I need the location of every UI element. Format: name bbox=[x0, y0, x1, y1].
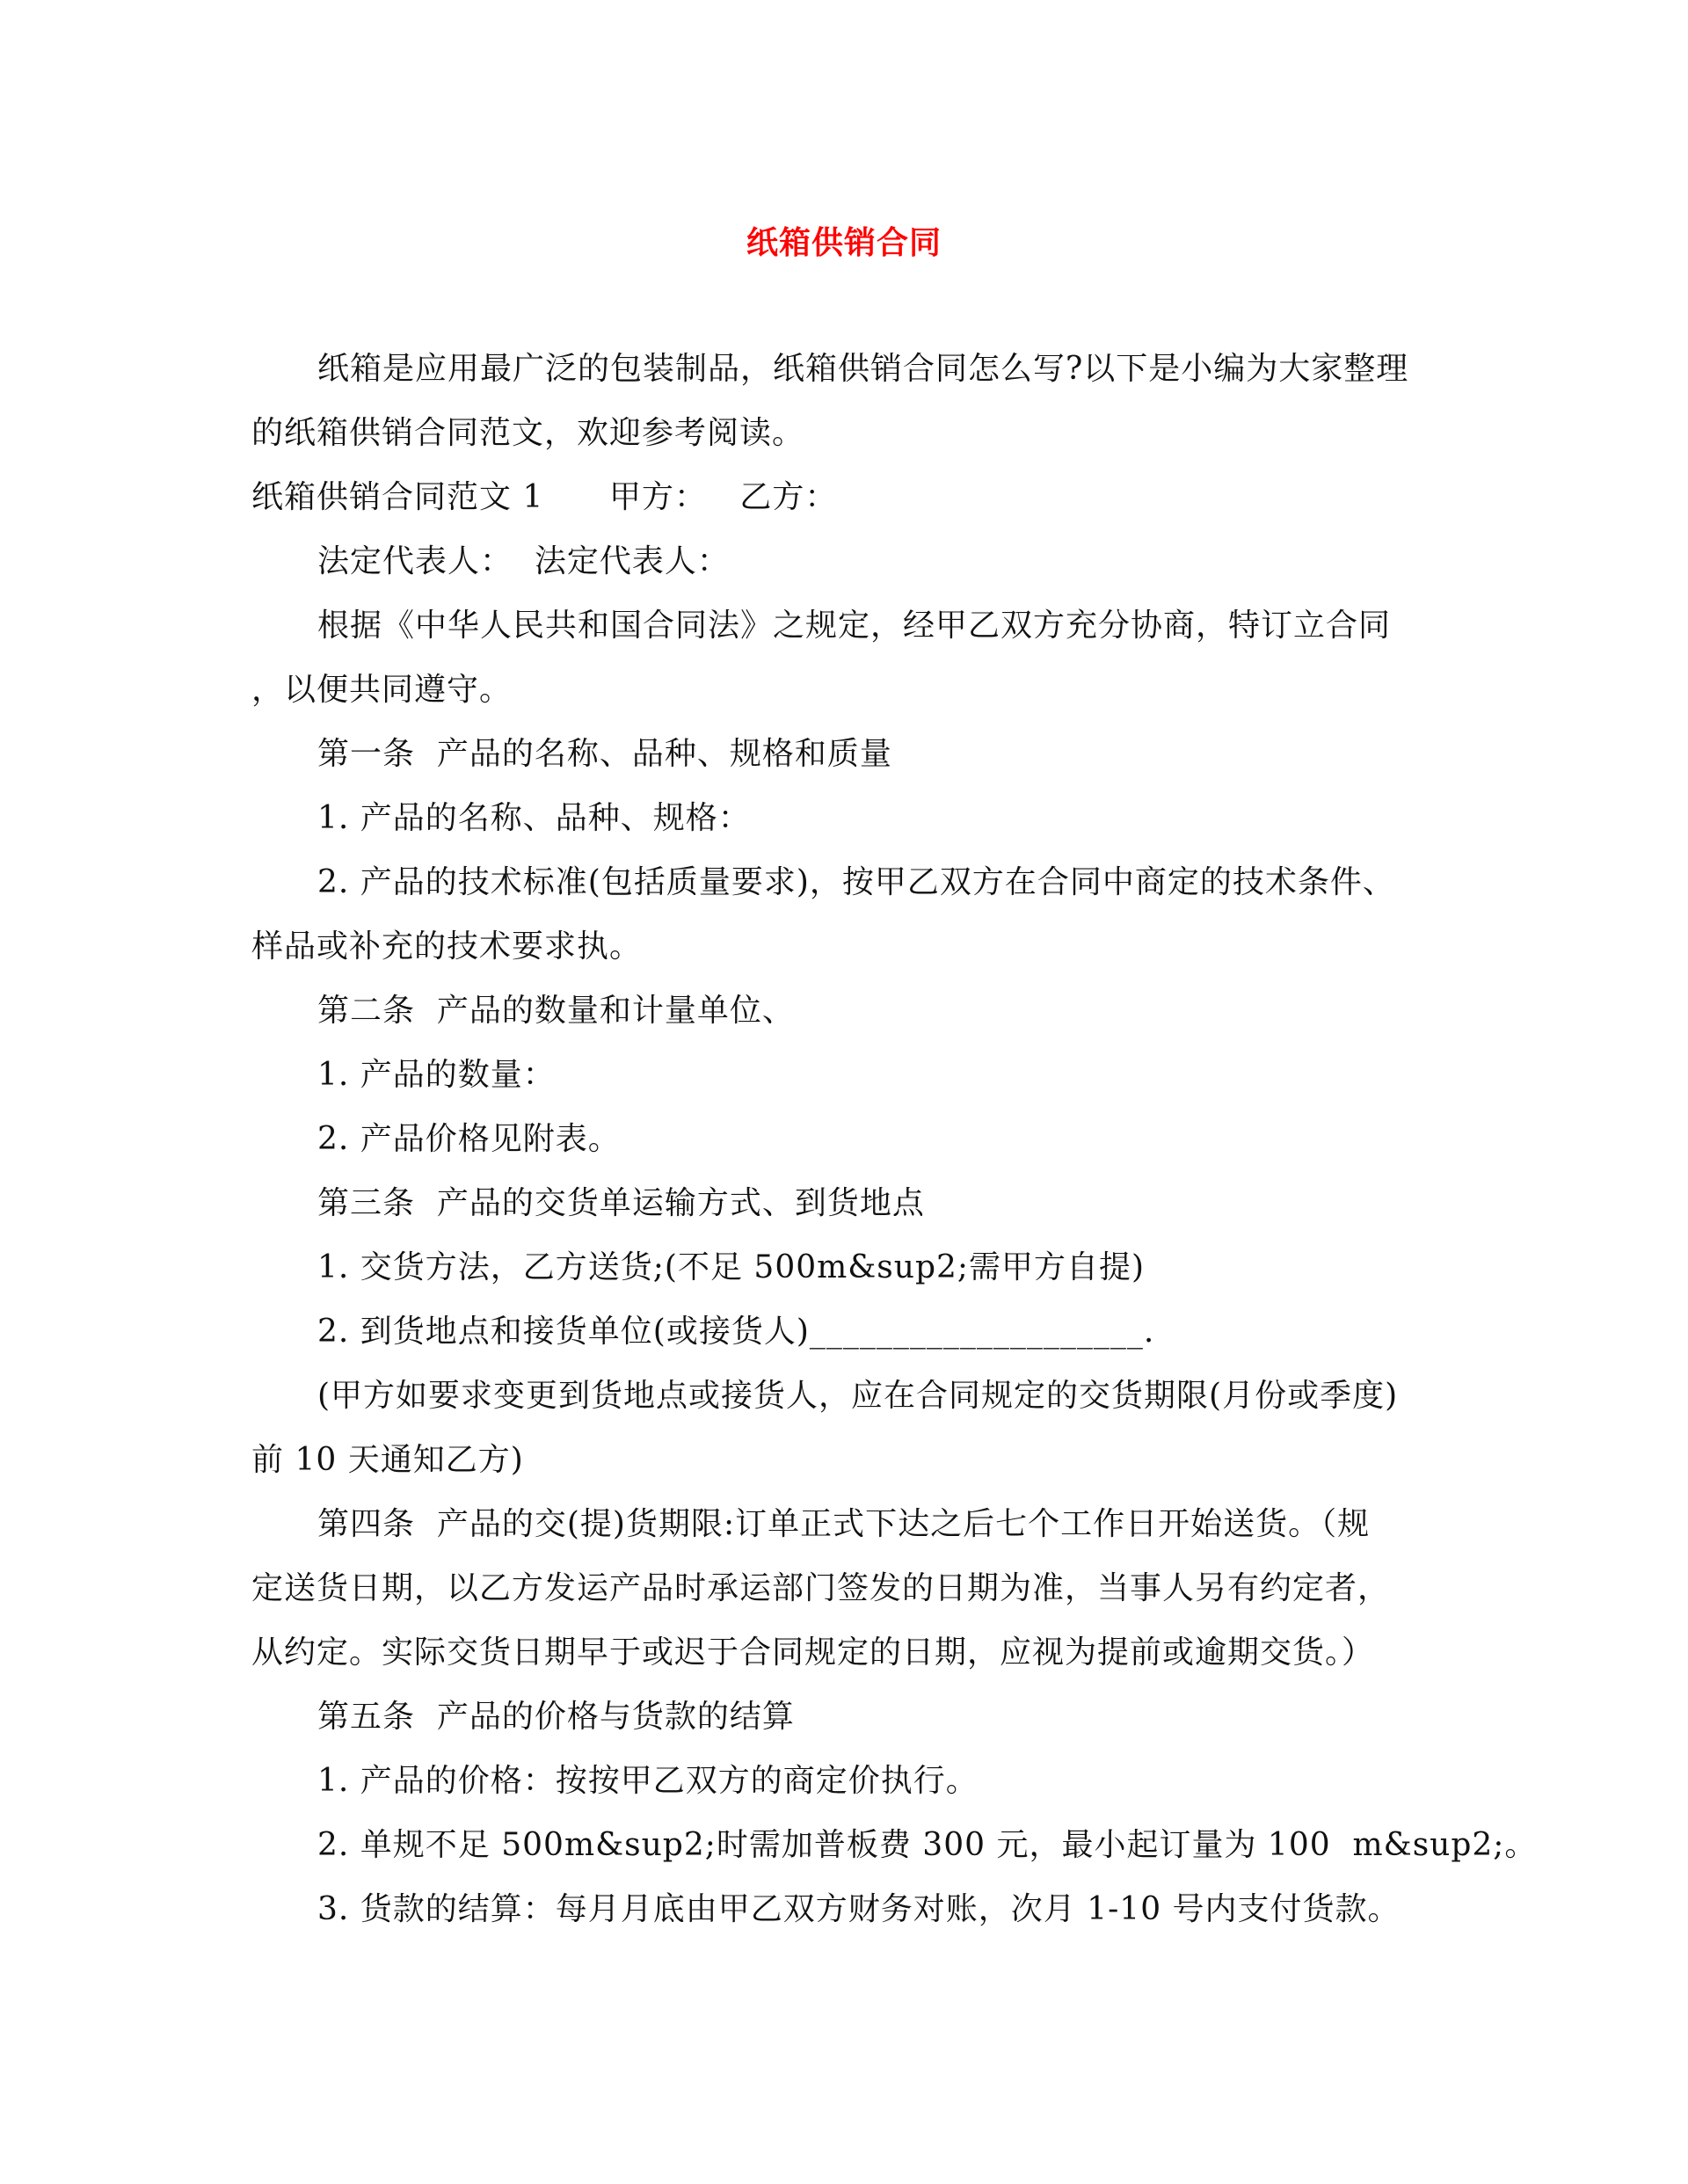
section-heading: 第三条 产品的交货单运输方式、到货地点 bbox=[317, 1185, 925, 1221]
list-item: 1. 交货方法，乙方送货;(不足 500m&sup2;需甲方自提) bbox=[317, 1249, 1146, 1285]
paragraph-line: 样品或补充的技术要求执。 bbox=[251, 928, 643, 965]
paragraph-line: 纸箱供销合同范文 1 甲方： 乙方： bbox=[251, 479, 838, 515]
list-item: 3. 货款的结算：每月月底由甲乙双方财务对账，次月 1-10 号内支付货款。 bbox=[317, 1891, 1401, 1927]
paragraph-line: 定送货日期，以乙方发运产品时承运部门签发的日期为准，当事人另有约定者， bbox=[251, 1570, 1391, 1606]
paragraph-line: 法定代表人： 法定代表人： bbox=[317, 543, 730, 579]
list-item: 2. 到货地点和接货单位(或接货人)____________________. bbox=[317, 1314, 1155, 1350]
paragraph-line: ，以便共同遵守。 bbox=[251, 672, 513, 708]
paragraph-line: 根据《中华人民共和国合同法》之规定，经甲乙双方充分协商，特订立合同 bbox=[317, 608, 1392, 644]
document-title: 纸箱供销合同 bbox=[746, 224, 942, 261]
list-item: 2. 产品价格见附表。 bbox=[317, 1121, 621, 1157]
list-item: 1. 产品的数量： bbox=[317, 1057, 556, 1093]
section-heading: 第五条 产品的价格与货款的结算 bbox=[317, 1699, 795, 1735]
list-item: 2. 单规不足 500m&sup2;时需加普板费 300 元，最小起订量为 100 m&sup2;。 bbox=[317, 1827, 1538, 1863]
paragraph-line: 从约定。实际交货日期早于或迟于合同规定的日期，应视为提前或逾期交货。） bbox=[251, 1634, 1375, 1671]
paragraph-line: 纸箱是应用最广泛的包装制品，纸箱供销合同怎么写?以下是小编为大家整理 bbox=[317, 351, 1409, 387]
list-item: 1. 产品的名称、品种、规格： bbox=[317, 800, 751, 836]
list-item: 1. 产品的价格：按按甲乙双方的商定价执行。 bbox=[317, 1763, 979, 1799]
section-heading: 第一条 产品的名称、品种、规格和质量 bbox=[317, 736, 892, 772]
paragraph-line: 的纸箱供销合同范文，欢迎参考阅读。 bbox=[251, 415, 805, 451]
paragraph-line: 前 10 天通知乙方) bbox=[251, 1442, 524, 1478]
list-item: 2. 产品的技术标准(包括质量要求)，按甲乙双方在合同中商定的技术条件、 bbox=[317, 864, 1395, 900]
section-heading: 第四条 产品的交(提)货期限:订单正式下达之后七个工作日开始送货。（规 bbox=[317, 1506, 1371, 1542]
paragraph-line: (甲方如要求变更到货地点或接货人，应在合同规定的交货期限(月份或季度) bbox=[317, 1378, 1399, 1414]
section-heading: 第二条 产品的数量和计量单位、 bbox=[317, 993, 795, 1029]
